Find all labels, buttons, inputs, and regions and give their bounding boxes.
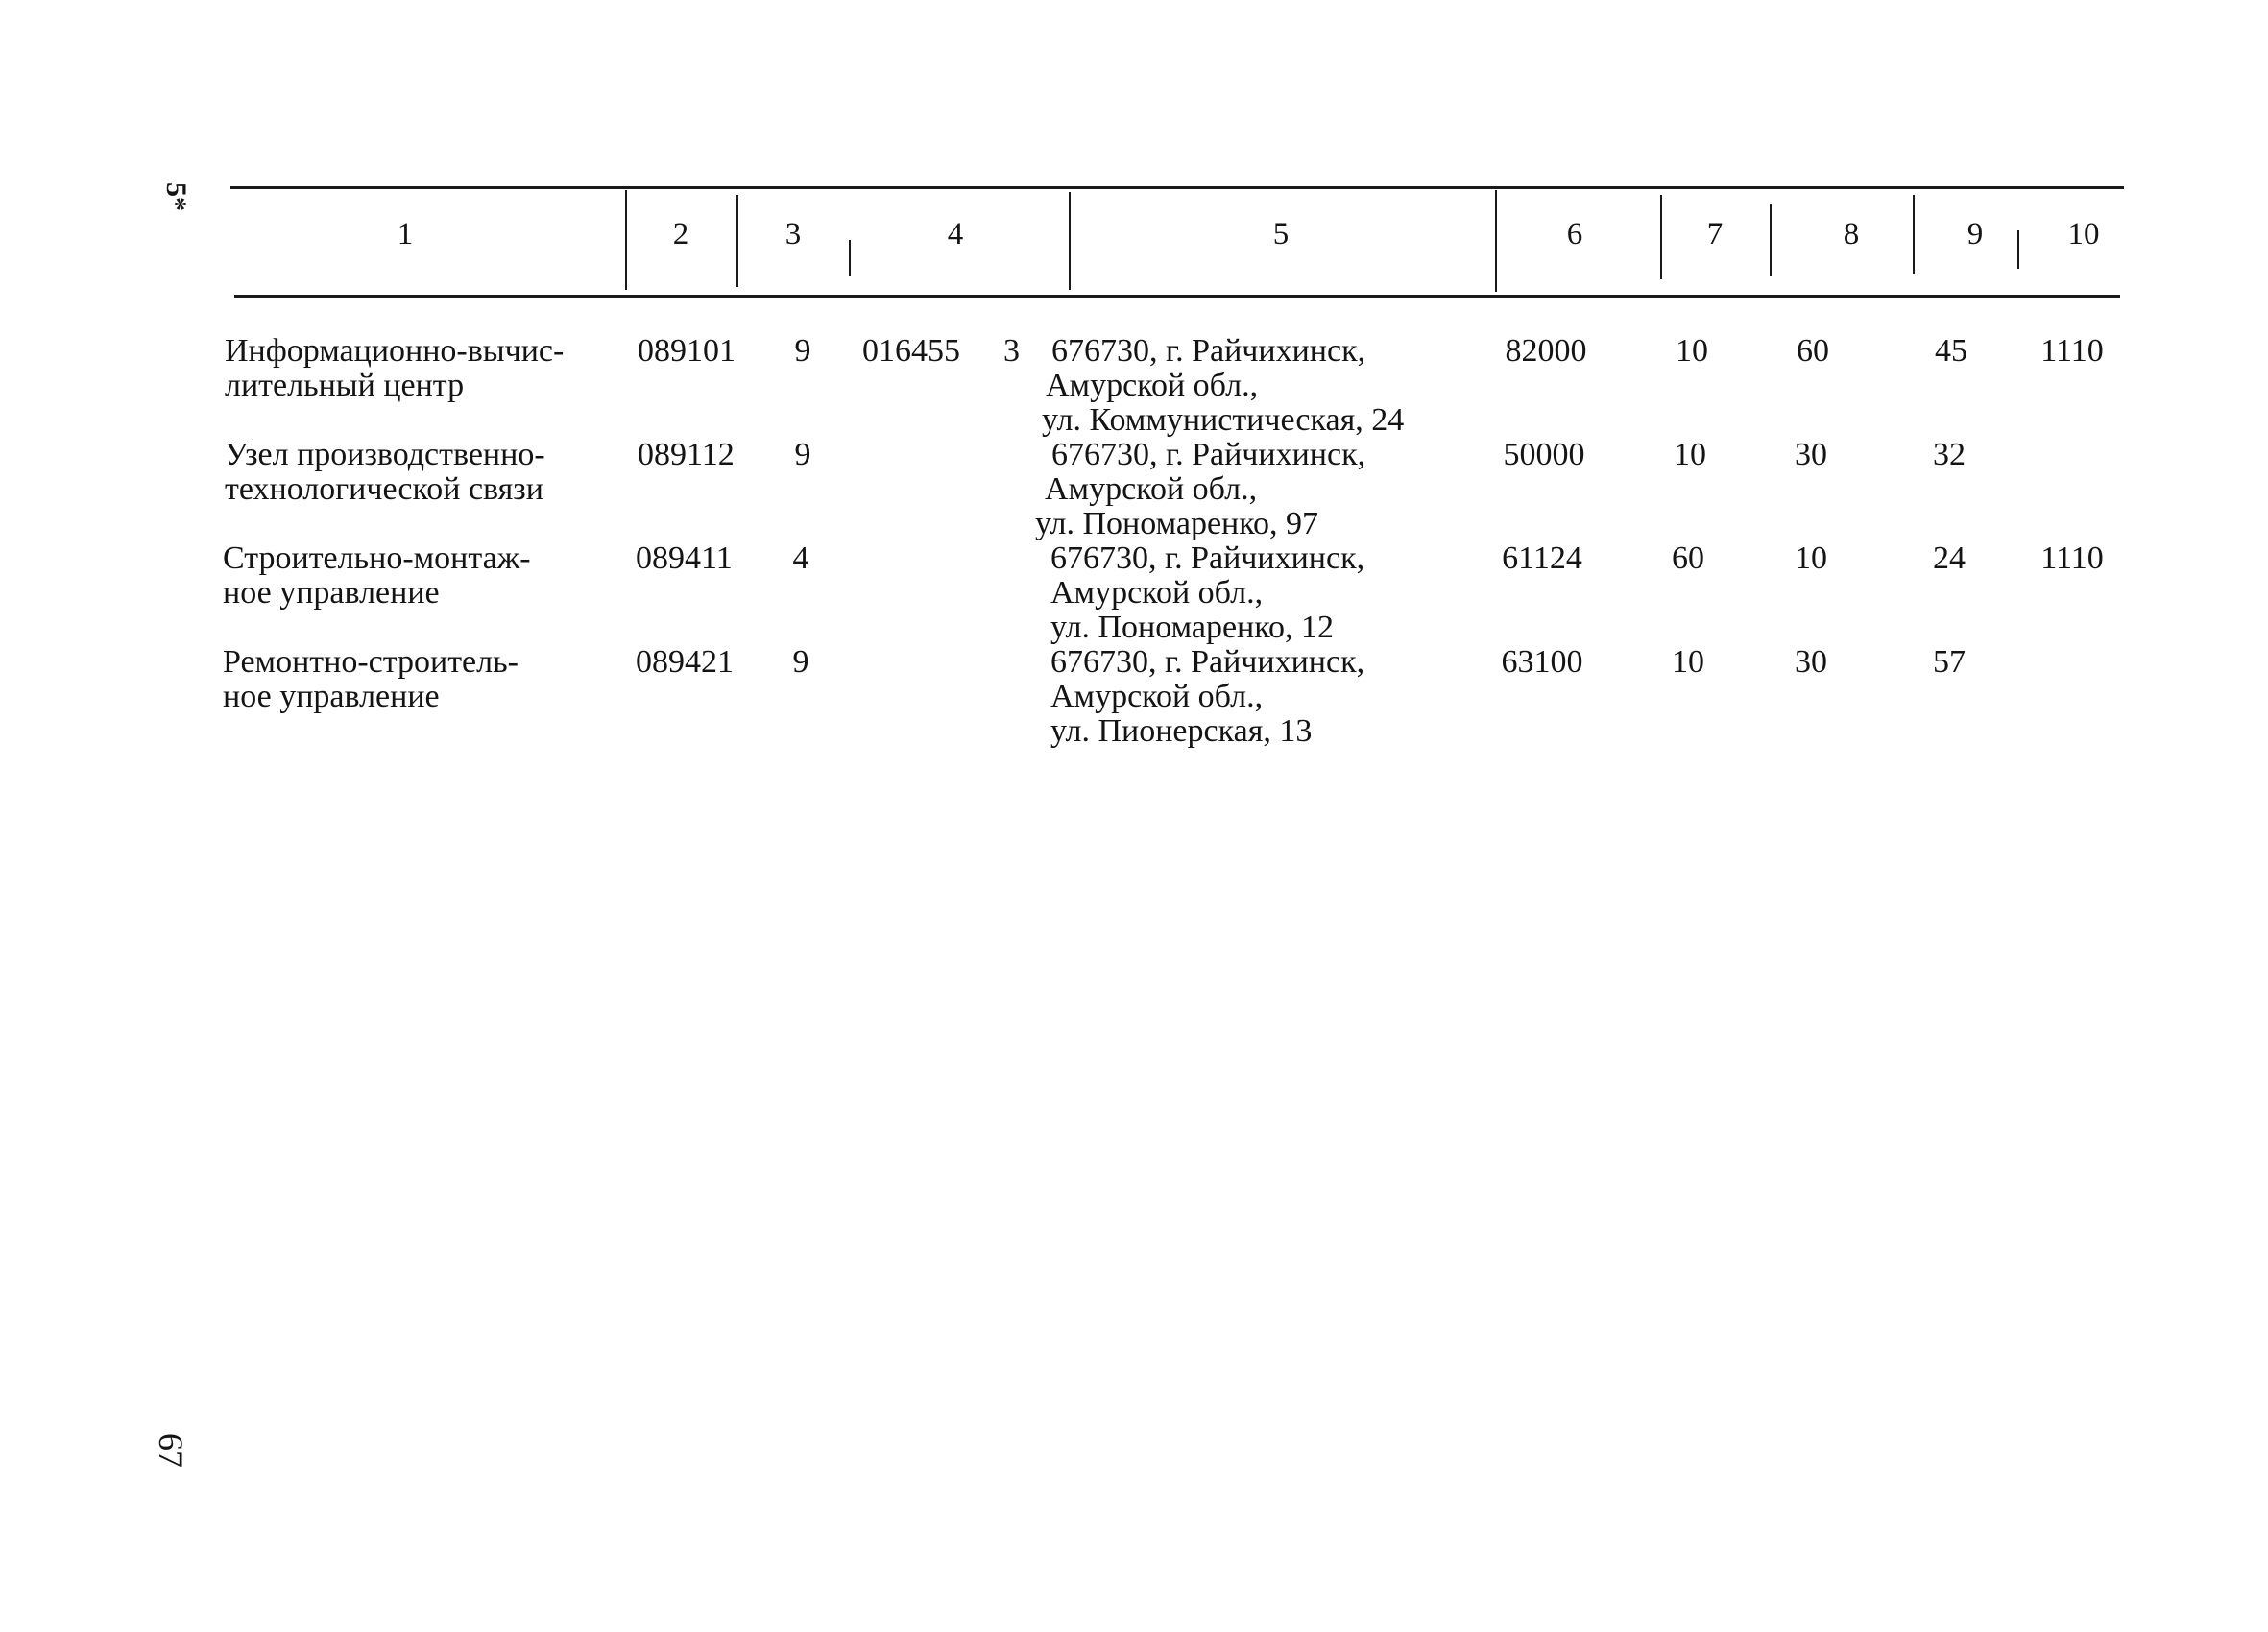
organization-name-line: технологической связи	[225, 471, 543, 507]
column-header-2: 2	[672, 217, 689, 252]
header-divider	[625, 190, 627, 290]
address-line: 676730, г. Райчихинск,	[1050, 644, 1365, 680]
organization-name-line: Узел производственно-	[225, 437, 545, 472]
organization-name-line: Ремонтно-строитель-	[223, 644, 519, 680]
organization-name	[223, 645, 519, 714]
column-header-3: 3	[784, 217, 802, 252]
value-9-cell: 24	[1933, 540, 1966, 576]
column-header-9: 9	[1966, 217, 1984, 252]
address-line: ул. Пономаренко, 12	[1050, 610, 1335, 645]
column-header-8: 8	[1843, 217, 1860, 252]
value-10-cell: 1110	[2040, 540, 2104, 576]
code-cell: 089112	[638, 437, 735, 472]
column-header-7: 7	[1706, 217, 1724, 252]
address-line: ул. Пономаренко, 97	[1035, 506, 1319, 541]
header-divider	[1495, 190, 1497, 292]
address-line: ул. Пионерская, 13	[1050, 713, 1313, 749]
value-6-cell: 63100	[1501, 644, 1583, 680]
header-divider	[849, 240, 851, 276]
organization-name-line: Информационно-вычис-	[225, 333, 565, 369]
value-10-cell: 1110	[2040, 333, 2104, 369]
value-8-cell: 10	[1795, 540, 1827, 576]
column-header-1: 1	[397, 217, 414, 252]
code-4-cell: 016455	[862, 333, 960, 369]
code-4b-cell: 3	[1003, 333, 1020, 369]
header-divider	[1069, 192, 1071, 290]
column-header-6: 6	[1566, 217, 1583, 252]
address-line: Амурской обл.,	[1050, 575, 1264, 611]
address-cell	[1042, 334, 1404, 438]
organization-name-line: Строительно-монтаж-	[223, 540, 531, 576]
header-divider	[1913, 195, 1915, 274]
value-8-cell: 60	[1797, 333, 1829, 369]
code-cell: 089411	[636, 540, 733, 576]
code-cell: 089101	[638, 333, 736, 369]
value-8-cell: 30	[1795, 437, 1827, 472]
value-9-cell: 57	[1933, 644, 1966, 680]
value-7-cell: 10	[1676, 333, 1708, 369]
signature-mark: 5*	[160, 182, 192, 211]
value-7-cell: 60	[1672, 540, 1704, 576]
header-top-rule	[230, 186, 2124, 189]
address-line: ул. Коммунистическая, 24	[1042, 402, 1405, 438]
organization-name	[223, 541, 531, 611]
value-6-cell: 50000	[1503, 437, 1585, 472]
header-divider	[736, 195, 738, 287]
category-cell: 9	[794, 333, 811, 369]
column-header-10: 10	[2067, 217, 2100, 252]
value-9-cell: 45	[1935, 333, 1967, 369]
value-8-cell: 30	[1795, 644, 1827, 680]
value-7-cell: 10	[1672, 644, 1704, 680]
category-cell: 9	[792, 644, 809, 680]
column-header-5: 5	[1272, 217, 1290, 252]
organization-name-line: лительный центр	[225, 368, 465, 403]
page-number: 67	[152, 1433, 190, 1468]
address-line: 676730, г. Райчихинск,	[1050, 540, 1365, 576]
address-line: 676730, г. Райчихинск,	[1051, 333, 1366, 369]
organization-name-line: ное управление	[223, 575, 440, 611]
address-line: Амурской обл.,	[1050, 679, 1264, 714]
value-6-cell: 61124	[1502, 540, 1582, 576]
address-cell	[1035, 438, 1365, 541]
column-header-4: 4	[947, 217, 964, 252]
organization-name-line: ное управление	[223, 679, 440, 714]
address-cell	[1050, 645, 1364, 749]
organization-name	[225, 334, 564, 403]
address-line: 676730, г. Райчихинск,	[1051, 437, 1366, 472]
header-divider	[2017, 230, 2019, 269]
category-cell: 4	[792, 540, 809, 576]
address-line: Амурской обл.,	[1046, 368, 1259, 403]
header-divider	[1770, 204, 1772, 276]
header-divider	[1660, 195, 1662, 279]
header-bottom-rule	[234, 295, 2120, 298]
category-cell: 9	[794, 437, 811, 472]
value-7-cell: 10	[1674, 437, 1706, 472]
address-cell	[1049, 541, 1364, 645]
value-9-cell: 32	[1933, 437, 1966, 472]
address-line: Амурской обл.,	[1045, 471, 1258, 507]
value-6-cell: 82000	[1505, 333, 1587, 369]
organization-name	[225, 438, 545, 507]
code-cell: 089421	[636, 644, 734, 680]
